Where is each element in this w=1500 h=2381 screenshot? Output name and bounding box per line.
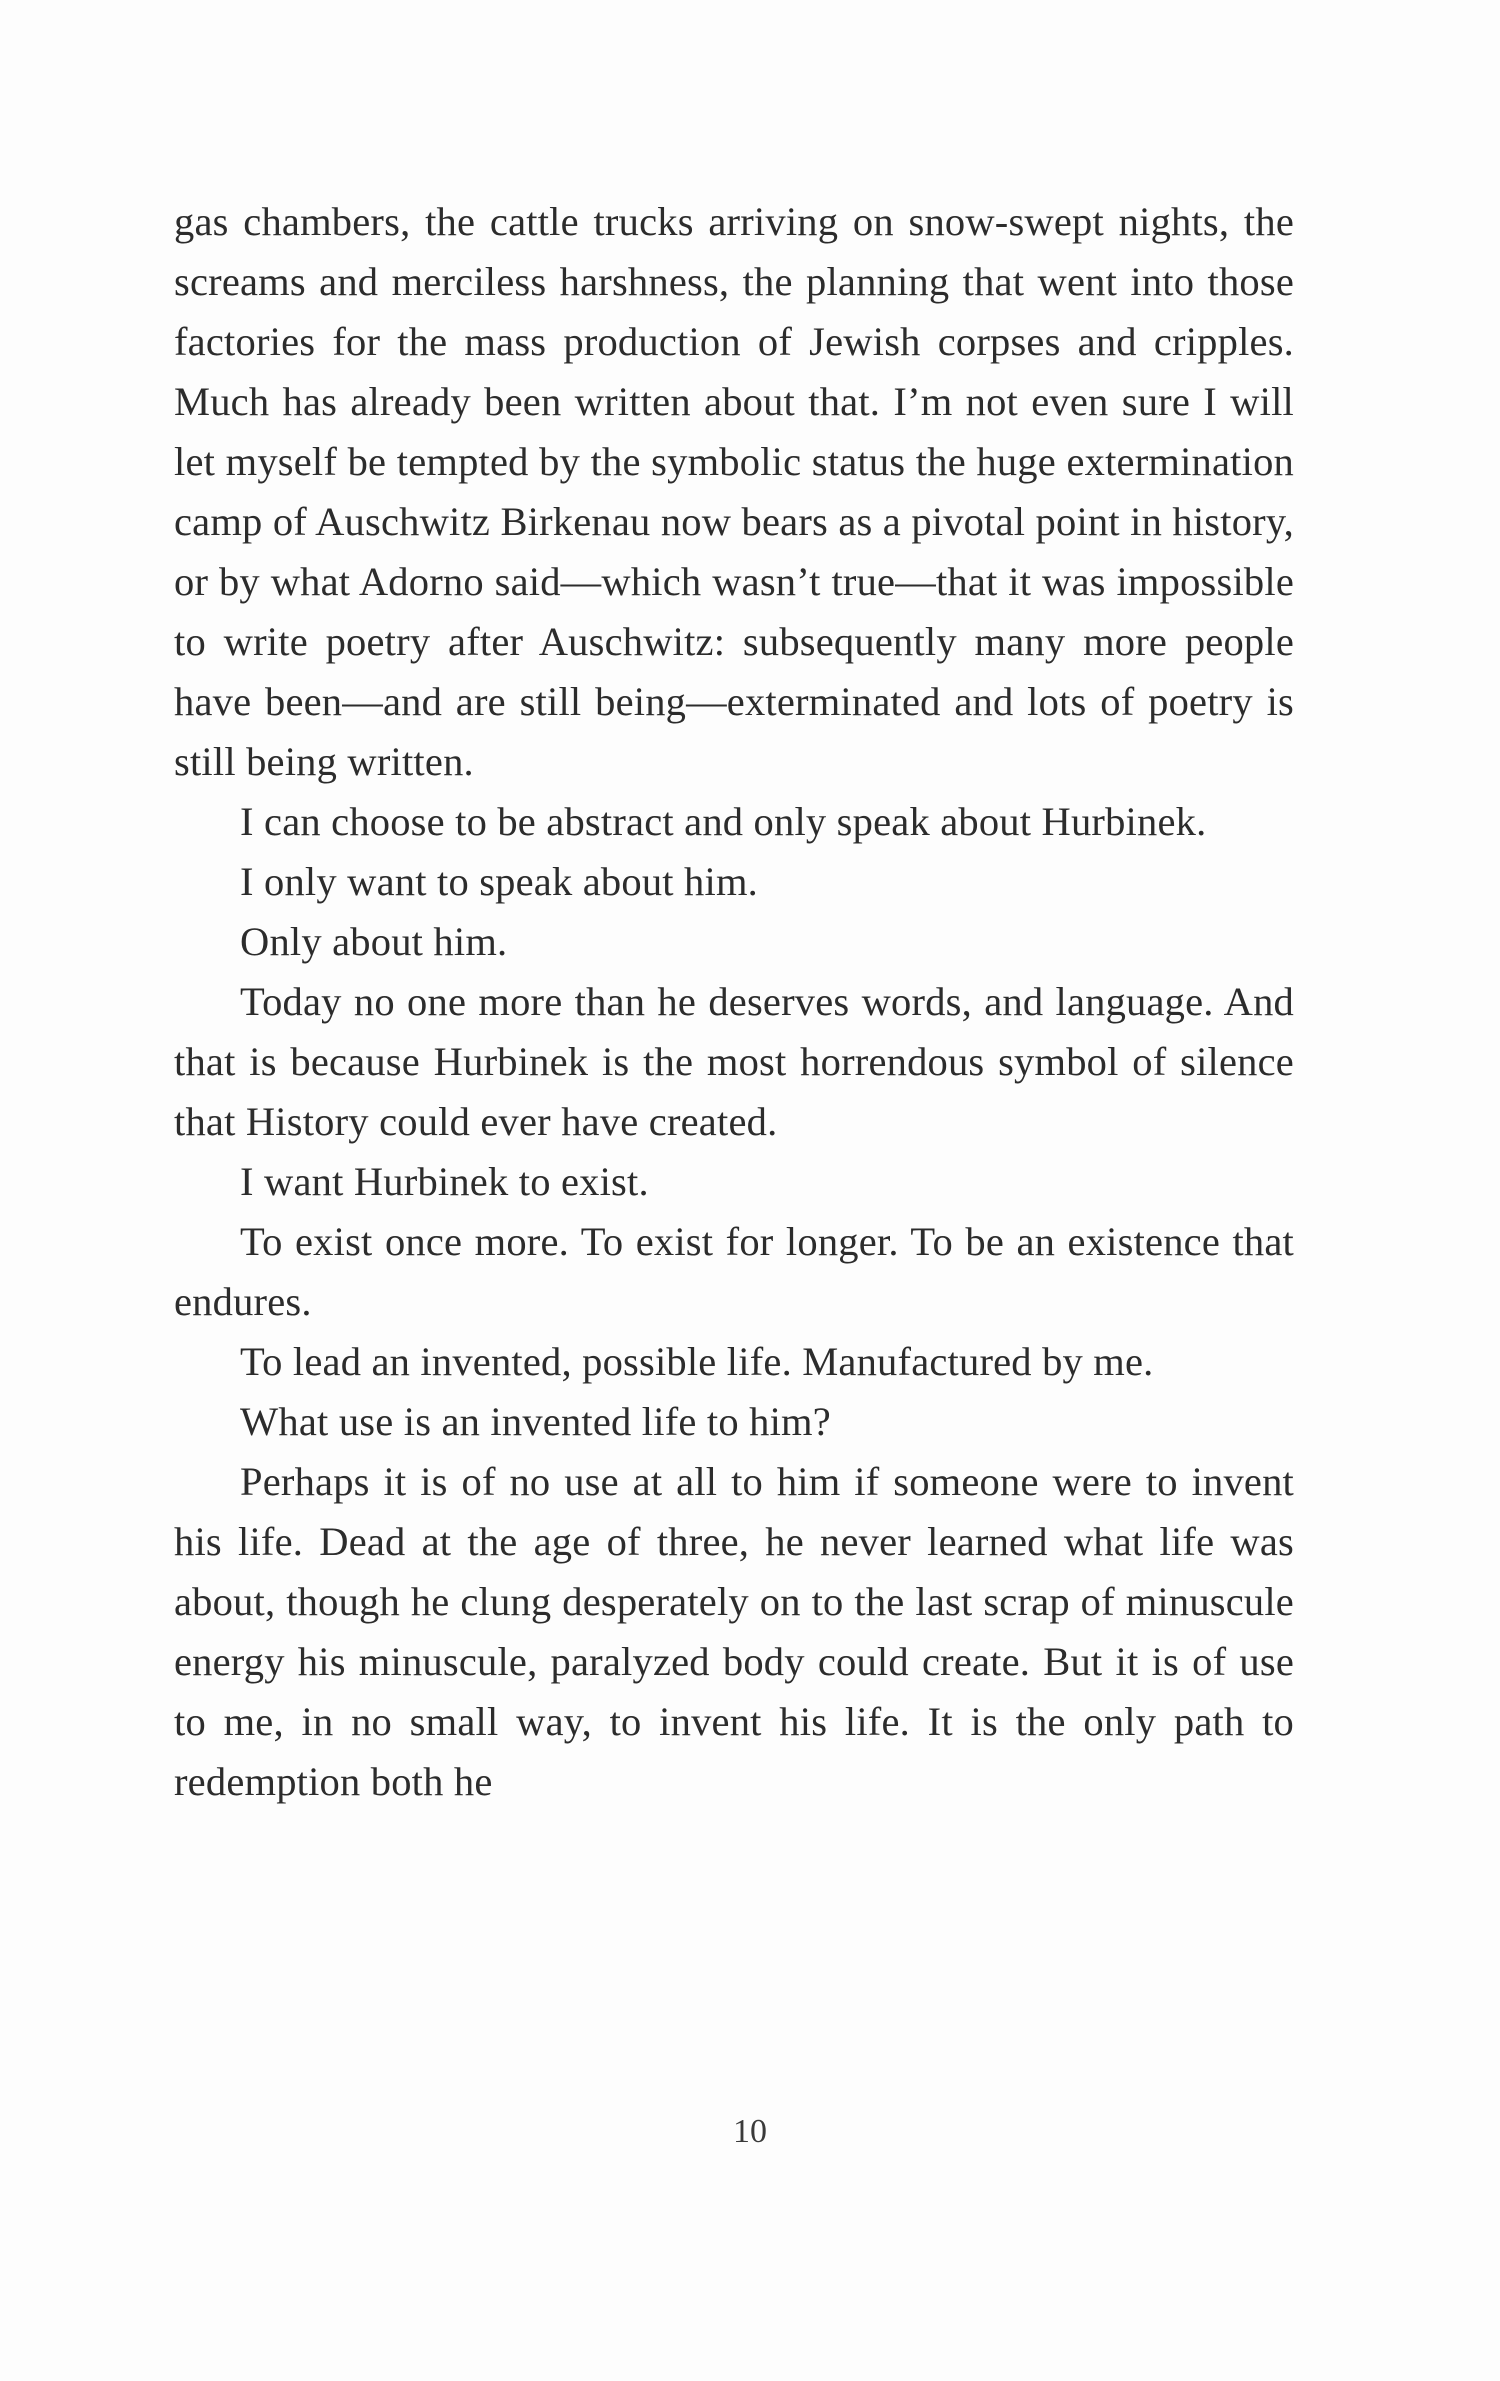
paragraph: I can choose to be abstract and only speak about Hurbinek.	[240, 799, 1207, 844]
paragraph: To lead an invented, possible life. Manufactured by me.	[240, 1339, 1154, 1384]
paragraph: Only about him.	[240, 919, 508, 964]
paragraph: Perhaps it is of no use at all to him if someone were to invent his life. Dead at the age of three, he never learned what life was about, though he clung desperately on to the last scrap of minuscule energy his minuscule, paralyzed body could create. But it is of use to me, in no small way, to invent his life. It is the only path to redemption both he	[174, 1459, 1294, 1804]
paragraph: What use is an invented life to him?	[240, 1399, 831, 1444]
body-text	[174, 192, 1294, 1812]
paragraph: To exist once more. To exist for longer. To be an existence that endures.	[174, 1219, 1294, 1324]
paragraph: I only want to speak about him.	[240, 859, 758, 904]
paragraph: I want Hurbinek to exist.	[240, 1159, 649, 1204]
paragraph: Today no one more than he deserves words, and language. And that is because Hurbinek is the most horrendous symbol of silence that History could ever have created.	[174, 979, 1294, 1144]
paragraph-continued: gas chambers, the cattle trucks arriving on snow-swept nights, the screams and merciless harshness, the planning that went into those factories for the mass production of Jewish corpses and cripples. Much has already been written about that. I’m not even sure I will let myself be tempted by the symbolic status the huge extermination camp of Auschwitz Birkenau now bears as a pivotal point in history, or by what Adorno said—which wasn’t true—that it was impossible to write poetry after Auschwitz: subsequently many more people have been—and are still being—exterminated and lots of poetry is still being written.	[174, 199, 1294, 784]
page-number: 10	[733, 2113, 767, 2150]
